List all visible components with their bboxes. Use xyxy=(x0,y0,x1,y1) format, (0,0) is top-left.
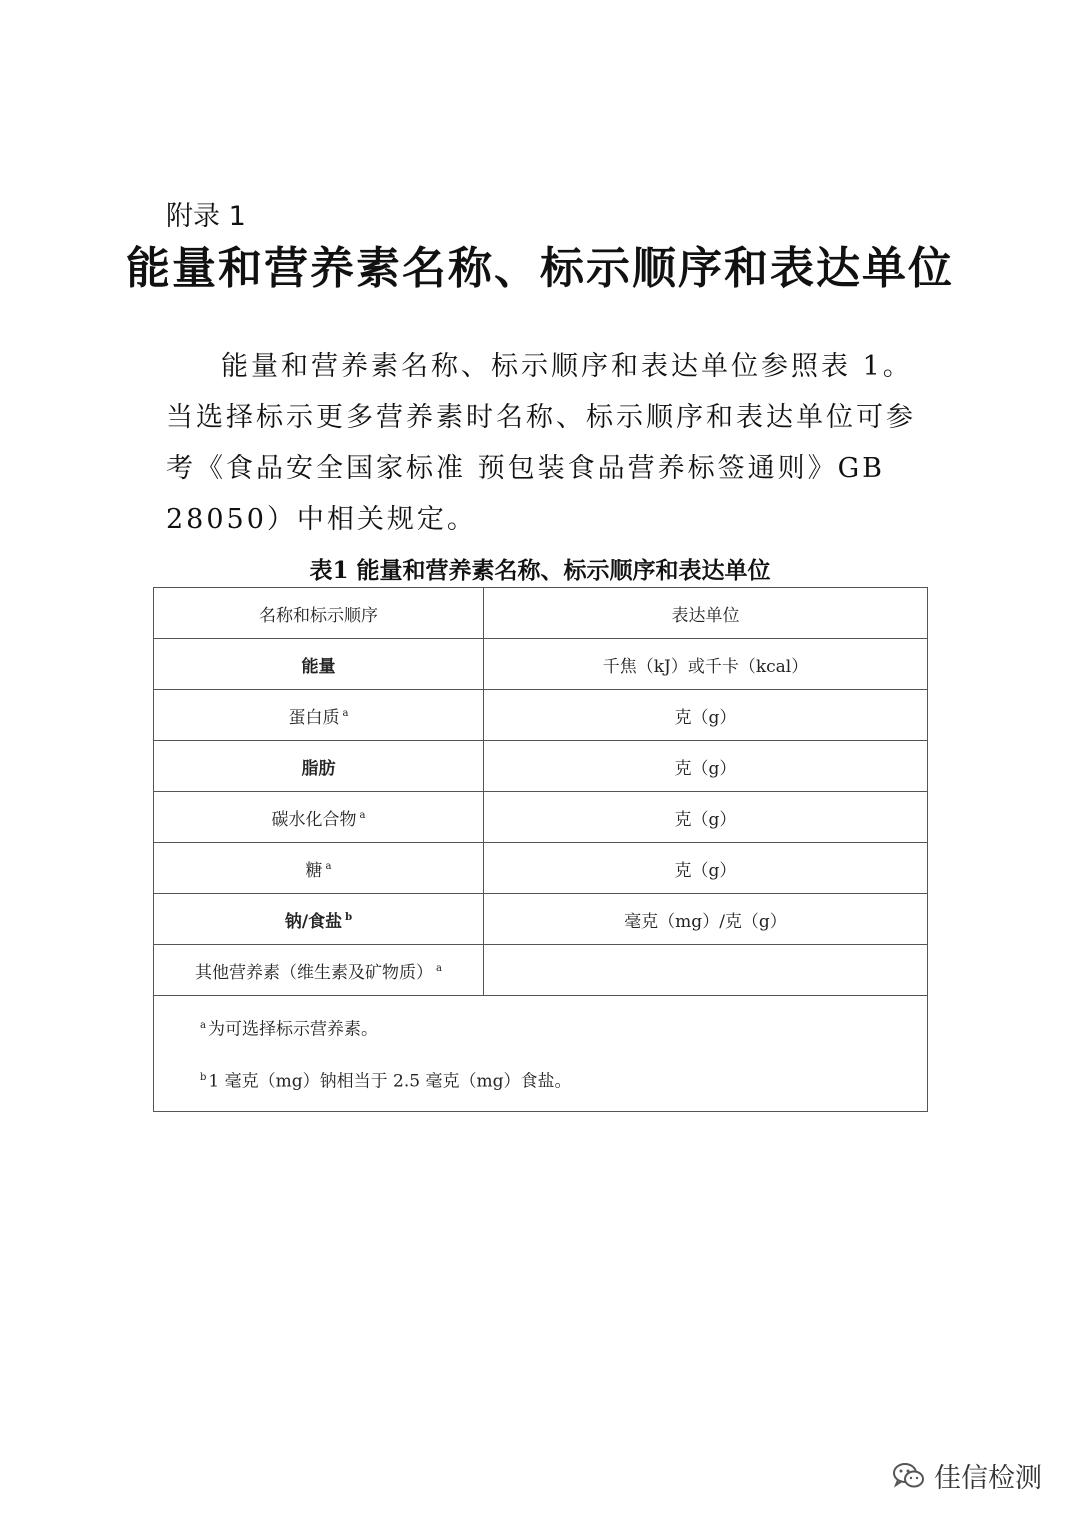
header-unit: 表达单位 xyxy=(484,588,928,639)
table-row xyxy=(154,741,928,792)
table-row xyxy=(154,894,928,945)
table-row xyxy=(154,792,928,843)
footnote-mark: a xyxy=(342,707,349,719)
row-name-text: 糖 xyxy=(305,860,323,881)
row-name xyxy=(154,843,484,894)
row-name xyxy=(154,690,484,741)
row-name-text: 能量 xyxy=(301,656,336,677)
footnote-b xyxy=(200,1054,927,1106)
watermark-text: 佳信检测 xyxy=(934,1463,1042,1494)
header-name-order: 名称和标示顺序 xyxy=(154,588,484,639)
table-notes xyxy=(154,996,928,1112)
footnote-mark: a xyxy=(200,1020,206,1031)
row-name-text: 蛋白质 xyxy=(288,707,340,728)
row-unit: 千焦（kJ）或千卡（kcal） xyxy=(484,639,928,690)
row-name-text: 碳水化合物 xyxy=(271,809,357,830)
row-name xyxy=(154,945,484,996)
row-name-text: 脂肪 xyxy=(301,758,336,779)
table-row xyxy=(154,690,928,741)
footnote-a xyxy=(200,1002,927,1054)
intro-paragraph: 能量和营养素名称、标示顺序和表达单位参照表 1。当选择标示更多营养素时名称、标示顺序和表达单位可参考《食品安全国家标准 预包装食品营养标签通则》GB 28050）中相关规定。 xyxy=(166,351,916,535)
table-row xyxy=(154,843,928,894)
table-caption: 表1 能量和营养素名称、标示顺序和表达单位 xyxy=(309,557,771,584)
row-unit: 克（g） xyxy=(484,792,928,843)
appendix-label: 附录 1 xyxy=(166,201,246,232)
row-name xyxy=(154,639,484,690)
wechat-icon xyxy=(892,1462,926,1490)
row-name-text: 其他营养素（维生素及矿物质） xyxy=(195,962,434,983)
footnote-mark: a xyxy=(436,962,442,974)
table-row xyxy=(154,639,928,690)
row-unit: 克（g） xyxy=(484,741,928,792)
row-unit: 克（g） xyxy=(484,690,928,741)
row-name xyxy=(154,894,484,945)
row-unit: 毫克（mg）/克（g） xyxy=(484,894,928,945)
row-unit xyxy=(484,945,928,996)
watermark xyxy=(892,1456,1042,1495)
row-name xyxy=(154,792,484,843)
footnote-mark: b xyxy=(200,1071,207,1083)
nutrient-table xyxy=(153,587,928,1112)
table-header-row xyxy=(154,588,928,639)
footnote-text: 为可选择标示营养素。 xyxy=(207,1019,378,1040)
table-row xyxy=(154,945,928,996)
footnote-mark: a xyxy=(359,809,366,821)
row-name-text: 钠/食盐 xyxy=(284,911,343,932)
row-name xyxy=(154,741,484,792)
footnote-mark: a xyxy=(325,860,332,872)
footnote-mark: b xyxy=(345,911,353,923)
table-notes-row xyxy=(154,996,928,1112)
page-title: 能量和营养素名称、标示顺序和表达单位 xyxy=(126,243,954,294)
footnote-text: 1 毫克（mg）钠相当于 2.5 毫克（mg）食盐。 xyxy=(208,1071,572,1092)
row-unit: 克（g） xyxy=(484,843,928,894)
